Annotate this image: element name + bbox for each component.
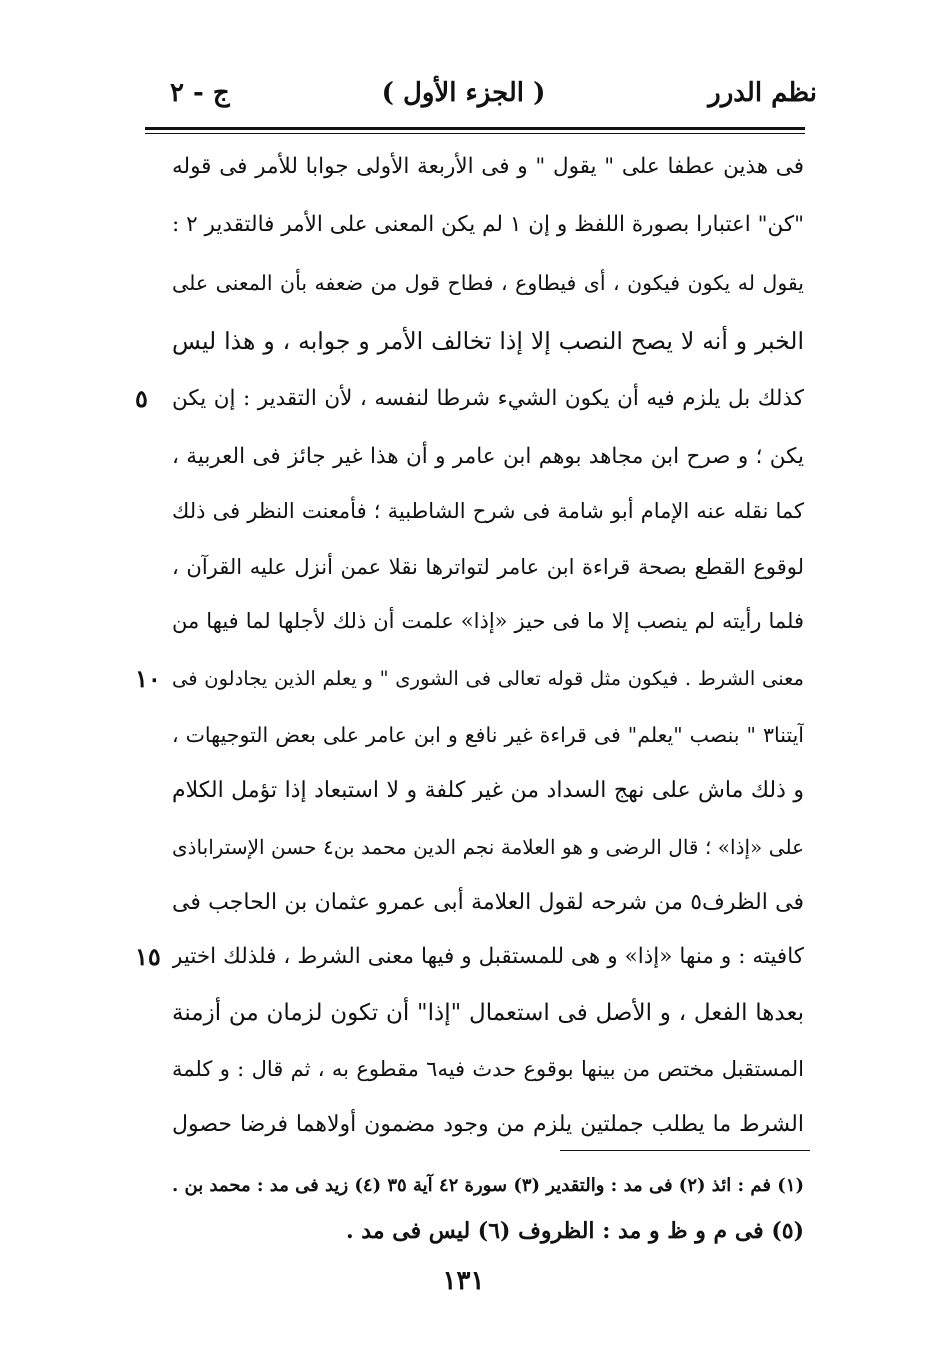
header-rule <box>145 127 805 130</box>
body-line: كافيته : و منها «إذا» و هى للمستقبل و فيها معنى الشرط ، فلذلك اختير <box>172 944 804 969</box>
page-number: ١٣١ <box>442 1266 485 1296</box>
header-rule-thin <box>145 133 805 134</box>
body-line: آيتنا٣ " بنصب "يعلم" فى قراءة غير نافع و ابن عامر على بعض التوجيهات ، <box>172 723 804 747</box>
body-line: الخبر و أنه لا يصح النصب إلا إذا تخالف الأمر و جوابه ، و هذا ليس <box>172 327 804 355</box>
body-line: كذلك بل يلزم فيه أن يكون الشيء شرطا لنفسه ، لأن التقدير : إن يكن <box>172 386 804 411</box>
body-line: معنى الشرط . فيكون مثل قوله تعالى فى الشورى " و يعلم الذين يجادلون فى <box>172 667 804 690</box>
body-line: كما نقله عنه الإمام أبو شامة فى شرح الشاطبية ؛ فأمعنت النظر فى ذلك <box>172 499 804 523</box>
body-line: على «إذا» ؛ قال الرضى و هو العلامة نجم الدين محمد بن٤ حسن الإستراباذى <box>172 835 804 859</box>
body-line: المستقبل مختص من بينها بوقوع حدث فيه٦ مقطوع به ، ثم قال : و كلمة <box>172 1057 804 1081</box>
body-line: "كن" اعتبارا بصورة اللفظ و إن ١ لم يكن المعنى على الأمر فالتقدير ٢ : <box>172 212 804 237</box>
body-line: و ذلك ماش على نهج السداد من غير كلفة و لا استبعاد إذا تؤمل الكلام <box>172 778 804 803</box>
running-header-title: نظم الدرر <box>708 78 817 108</box>
footnote-rule <box>560 1150 810 1151</box>
body-line: يقول له يكون فيكون ، أى فيطاوع ، فطاح قول من ضعفه بأن المعنى على <box>172 271 804 295</box>
body-line: فى الظرف٥ من شرحه لقول العلامة أبى عمرو عثمان بن الحاجب فى <box>172 890 804 915</box>
running-header-part: ج - ٢ <box>170 78 230 108</box>
footnote-line: (١) فم : ائذ (٢) فى مد : والتقدير (٣) سورة ٤٢ آية ٣٥ (٤) زيد فى مد : محمد بن . <box>171 1175 804 1196</box>
body-line: بعدها الفعل ، و الأصل فى استعمال "إذا" أن تكون لزمان من أزمنة <box>172 1000 804 1026</box>
body-line: فلما رأيته لم ينصب إلا ما فى حيز «إذا» علمت أن ذلك لأجلها لما فيها من <box>172 609 804 633</box>
running-header-volume: ( الجزء الأول ) <box>381 78 546 108</box>
line-number-15: ١٥ <box>135 942 161 971</box>
line-number-5: ٥ <box>135 384 148 413</box>
line-number-10: ١٠ <box>135 664 161 693</box>
body-line: الشرط ما يطلب جملتين يلزم من وجود مضمون أولاهما فرضا حصول <box>172 1112 804 1137</box>
body-line: فى هذين عطفا على " يقول " و فى الأربعة الأولى جوابا للأمر فى قوله <box>172 154 804 179</box>
footnote-line: (٥) فى م و ظ و مد : الظروف (٦) ليس فى مد . <box>345 1218 804 1244</box>
body-line: يكن ؛ و صرح ابن مجاهد بوهم ابن عامر و أن هذا غير جائز فى العربية ، <box>172 444 804 469</box>
body-line: لوقوع القطع بصحة قراءة ابن عامر لتواترها نقلا عمن أنزل عليه القرآن ، <box>172 555 804 579</box>
